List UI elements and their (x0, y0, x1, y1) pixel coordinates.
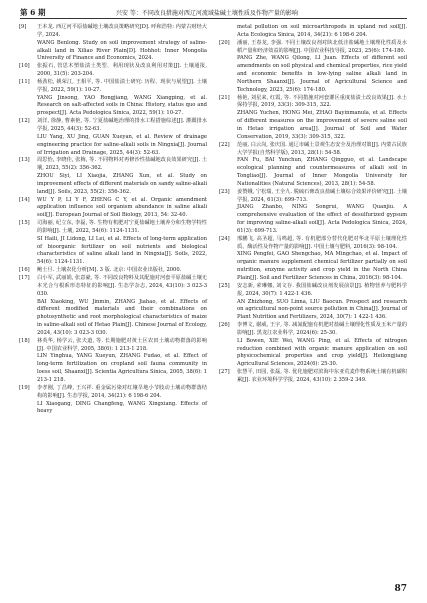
reference-text: WU Y P, LI Y F, ZHENG C Y, et al. Organic amendment application influence soil organism abundance in saline alkali soil[J]. European Journal of Soil Biology, 2013, 54: 32-40. (37, 196, 207, 219)
reference-text: 李孝刚, 丁昌峰, 王兴祥. 重金属污染对红壤旱地小节肢动土壤动物群落结构的影响[J]. 生态学报, 2014, 34(21): 6 198-6 204. (37, 384, 207, 399)
reference-number: [21] (219, 94, 230, 101)
reference-entry (19, 353, 207, 384)
reference-text: 张慧平, 田园, 张磊, 等. 优化施肥对滨海中东亚荒麦作物系统土壤有机碳积累[J]. 农业环境科学学报, 2024, 43(10): 2 359-2 349. (237, 369, 407, 383)
reference-number: [16] (19, 267, 30, 274)
reference-number: [15] (19, 220, 30, 227)
reference-number: [11] (19, 78, 30, 85)
reference-entry (19, 299, 207, 338)
reference-text: 林英华, 杨学云, 张夫道, 等. 长期施肥对黄土区农田土壤动物群落的影响[J]. 中国农业科学, 2005, 38(6): 1 213-1 218. (37, 337, 207, 352)
reference-entry (19, 134, 207, 158)
reference-number: [25] (219, 282, 230, 289)
reference-text: 张振石, 管思木塑盐渍土类型、利用现状及改良利用对策[J]. 土壤通报, 2000, 31(5): 203-204. (37, 63, 207, 78)
reference-text: 鲍士旦. 土壤农化分析[M]. 3 版. 北京: 中国农业出版社, 2000. (37, 267, 182, 274)
reference-text: 司海丽, 纪立东, 李磊, 等. 生物有机肥对宁夏盐碱地土壤养分和生物学特性的影响[J]. 土壤, 2022, 54(6): 1124-1131. (37, 220, 207, 234)
reference-entry (19, 173, 207, 197)
reference-entry (219, 24, 407, 40)
page-number: 87 (394, 584, 407, 594)
references-right-column (219, 24, 407, 385)
reference-text: FAN Fu, BAI Yunchun, ZHANG Qingguo, et al. Landscape ecological planning and countermeasures of alkali soil in Tongliao[J]. Journal of Inner Mongolia University for Nationalities (Natural Sciences), 2013, 28(1): 54-58. (237, 157, 407, 187)
reference-number: [10] (19, 63, 30, 70)
reference-text: 周思怡, 李晓佳, 张梅, 等. 不同物料对再修沙性盐碱地改良效果研究[J]. 土壤, 2023, 55(2): 356-362. (37, 157, 207, 172)
reference-entry (219, 322, 407, 338)
reference-text: YANG Jinsong, YAO Rongjiang, WANG Xiangping, et al. Research on salt-affected soils in China: History, status quo and prospect[J]. Acta Pedologica Sinica, 2022, 59(1): 10-27. (37, 94, 207, 117)
running-header (20, 7, 407, 17)
issue-label: 第 6 期 (20, 8, 46, 17)
reference-number: [22] (219, 141, 230, 148)
reference-entry (219, 283, 407, 299)
reference-text: 潘丽, 王春龙, 李强. 不同土壤改良剂对陕北低洼盐碱地土壤理化性质及水稻产量和经济效益的影响[J]. 中国农业科技导报, 2023, 25(6): 174-180. (237, 39, 407, 54)
reference-text: LIN Yinghua, YANG Xueyun, ZHANG Fudao, et al. Effect of long-term fertilization on cropland soil fauna community in loess soil, Shaanxi[J]. Scientia Agricultura Sinica, 2005, 38(6): 1 213-1 218. (37, 353, 207, 383)
reference-text: 姜赞娥, 宁松瑞, 王全九. 脱硫石膏改良盐碱土壤综合效果评价研究[J]. 土壤学报, 2024, 61(3): 699-713. (237, 188, 407, 203)
reference-text: 杨艳, 刘星来, 红霞, 等. 不同措施对河套灌区重度盐渍土改良效果[J]. 水土保持学报, 2019, 33(3): 309-315, 322. (237, 94, 407, 109)
reference-text: SI Haili, JI Lidong, LI Lei, et al. Effects of long-term application of bioorganic fertilizer on soil nutrients and biological characteristics of saline alkali land in Ningxia[J]. Soils, 2022, 54(6): 1124-1131. (37, 235, 207, 266)
reference-text: LI Bowen, XIE Wei, WANG Ping, et al. Effects of nitrogen reduction combined with organic manure application on soil physicochemical properties and crop yield[J]. Heilongjiang Agricultural Sciences, 2024(6): 25-30. (237, 337, 407, 368)
reference-entry (19, 95, 207, 119)
reference-entry (219, 369, 407, 385)
reference-text: LI Xiaogang, DING Changfeng, WANG Xingxiang. Effects of heavy (37, 400, 207, 415)
reference-number: [26] (219, 322, 230, 329)
reference-entry (19, 24, 207, 40)
reference-text: AN Zhizhong, SUO Linna, LIU Baocun. Prospect and research on agricultural non-point source pollution in China[J]. Journal of Plant Nutrition and Fertilizers, 2024, 30(7): 1 422-1 436. (237, 298, 407, 321)
reference-text: metal pollution on soil microarthropods in upland red soil[J]. Acta Ecologica Sinica, 2014, 34(21): 6 198-6 204. (237, 24, 407, 38)
reference-text: PANG Zhe, WANG Qilong, LI Juan. Effects of different soil amendments on soil physical and chemical properties, rice yield and economic benefits in low-lying saline alkali land in Northern Shaanxi[J]. Journal of Agricultural Science and Technology, 2023, 25(6): 174-180. (237, 55, 407, 93)
reference-entry (219, 142, 407, 158)
reference-entry (19, 385, 207, 401)
reference-number: [27] (219, 369, 230, 376)
reference-text: 刘洋, 徐静, 曹素艳, 等. 宁夏盐碱地治理的排水工程措施综述[J]. 灌溉排水学报, 2025, 44(3): 52-63. (37, 118, 207, 132)
reference-number: [13] (19, 157, 30, 164)
reference-number: [19] (19, 384, 30, 391)
reference-text: ZHANG Yuchen, HONG Mei, ZHAO Bayinmanula, et al. Effects of different measures on the improvement of severe saline soil in Hetao irrigation area[J]. Journal of Soil and Water Conservation, 2019, 33(3): 309-315, 322. (237, 110, 407, 140)
reference-number: [17] (19, 275, 30, 281)
reference-entry (219, 95, 407, 111)
reference-number: [24] (219, 235, 230, 242)
reference-entry (19, 401, 207, 417)
reference-entry (19, 275, 207, 299)
reference-entry (19, 197, 207, 221)
reference-number: [9] (19, 24, 27, 30)
reference-entry (219, 189, 407, 205)
reference-entry (219, 338, 407, 369)
reference-entry (19, 338, 207, 354)
reference-text: WANG Benlong. Study on soil improvement strategy of saline-alkali land in Xiliao River Plain[D]. Hohhot: Inner Mongolia University of Finance and Economics, 2024. (37, 39, 207, 62)
reference-entry (219, 110, 407, 141)
reference-entry (219, 204, 407, 235)
reference-entry (19, 220, 207, 236)
reference-entry (19, 118, 207, 134)
references-left-column (19, 24, 207, 416)
reference-text: JIANG Zhanbo, NING Songrui, WANG Quanjiu. A comprehensive evaluation of the effect of desulfurized gypsum for improving saline-alkali soil[J]. Acta Pedologica Sinica, 2024, 61(3): 699-713. (237, 204, 407, 234)
reference-entry (219, 157, 407, 188)
reference-text: 王本龙. 西辽河平原盐碱地土壤改良策略研究[D]. 呼和浩特: 内蒙古财经大学, 2024. (37, 24, 207, 38)
reference-entry (19, 79, 207, 95)
reference-text: ZHOU Siyi, LI Xiaojia, ZHANG Xun, et al. Study on improvement effects of different materials on sandy saline-alkali land[J]. Soils, 2023, 55(2): 356-362. (37, 173, 207, 195)
reference-number: [18] (19, 337, 30, 344)
reference-text: 邢鹏飞, 高圣超, 马鸣超, 等. 有机肥部分替代化肥对华北平原土壤理化性质、酶活性及作物产量的影响[J]. 中国土壤与肥料, 2016(3): 98-104. (237, 235, 407, 250)
reference-entry (219, 299, 407, 323)
reference-entry (219, 251, 407, 282)
reference-entry (19, 63, 207, 79)
reference-text: LIU Yang, XU Jing, GUAN Xueyan, et al. Review of drainage engineering practice for saline-alkali soils in Ningxia[J]. Journal of Irrigation and Drainage, 2025, 44(3): 52-63. (37, 133, 207, 156)
reference-entry (219, 40, 407, 56)
reference-entry (219, 55, 407, 94)
reference-entry (19, 40, 207, 64)
reference-number: [20] (219, 39, 230, 46)
reference-number: [23] (219, 188, 230, 195)
reference-text: 安志新, 索琳娜, 刘文存. 我国盐碱改良剂发展前景[J]. 植物营养与肥料学报, 2024, 30(7): 1 422-1 436. (237, 282, 407, 297)
reference-text: XING Pengfei, GAO Shengchao, MA Mingchao, et al. Impact of organic manure supplement chemical fertilizer partially on soil nutrition, enzyme activity and crop yield in the North China Plain[J]. Soil and Fertilizer Sciences in China, 2016(3): 98-104. (237, 251, 407, 281)
reference-text: 李博文, 谢威, 王宇, 等. 减氮配施有机肥对盐碱土壤理化性质及玉米产量的影响[J]. 黑龙江农业科学, 2024(6): 25-30. (237, 322, 407, 336)
reference-text: BAI Xiaoking, WU Jinmin, ZHANG Jiahao, et al. Effects of different modified materials and their combinations on photosynthetic and root morphological characteristics of maize in saline-alkali soil of Hetao Plain[J]. Chinese Journal of Ecology, 2024, 43(10): 3 023-3 030. (37, 298, 207, 336)
reference-entry (19, 267, 207, 275)
running-title: 兴安 等：不同改良措施对西辽河流域盐碱土壤性质及作物产量的影响 (116, 10, 298, 17)
reference-entry (19, 236, 207, 267)
reference-number: [14] (19, 196, 30, 203)
header-rule (20, 18, 407, 19)
reference-text: 范丽, 白云岗, 张庆国. 通辽市碱土景观生态安全及治理对策[J]. 内蒙古民族大学学报(自然科学版), 2013, 28(1): 54-58. (237, 141, 407, 156)
reference-text: 白小军, 武丽娟, 张意豪, 等. 不同改良物料及其配施对河套平原盐碱土壤无本光合与根系形态特征的影响[J]. 生态学杂志, 2024, 43(10): 3 023-3 030. (37, 275, 207, 297)
reference-number: [12] (19, 118, 30, 125)
reference-entry (219, 236, 407, 252)
reference-text: 杨劲松, 姚荣江, 王相平, 等. 中国盐渍土研究: 历程、现状与展望[J]. 土壤学报, 2022, 59(1): 10-27. (37, 78, 207, 93)
reference-entry (19, 157, 207, 173)
